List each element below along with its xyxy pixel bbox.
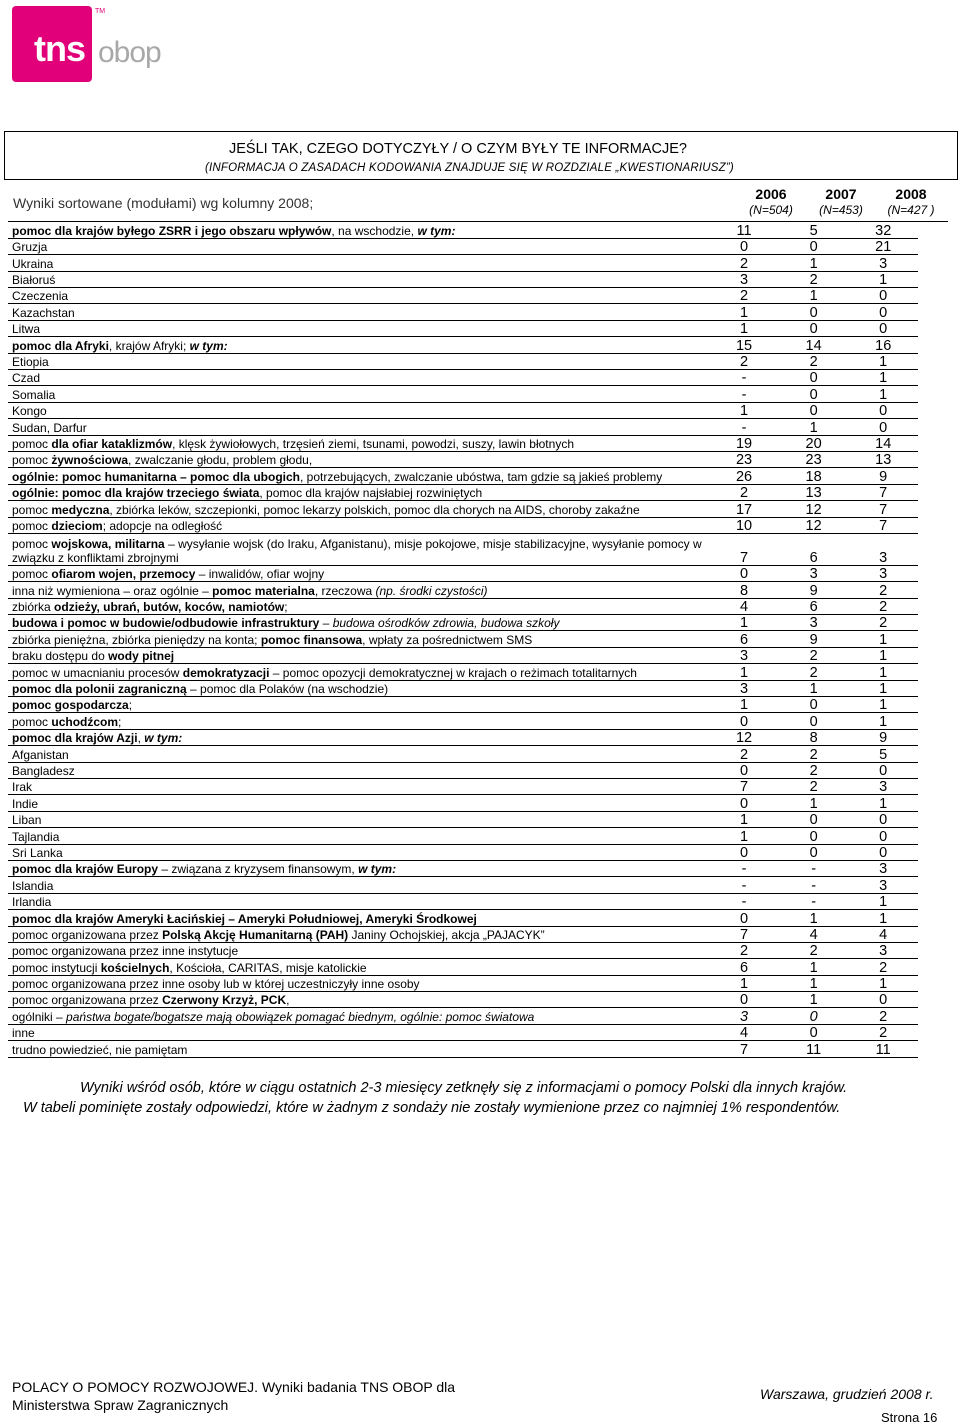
table-row — [8, 288, 918, 304]
year-header-2006: 2006 (N=504) — [749, 186, 793, 217]
cell-2007: 1 — [779, 992, 849, 1008]
cell-2008: 1 — [848, 893, 918, 909]
row-label: Bangladesz — [8, 762, 709, 778]
row-label: Sri Lanka — [8, 844, 709, 860]
cell-2008: 0 — [848, 844, 918, 860]
row-label: pomoc w umacnianiu procesów demokratyzacji – pomoc opozycji demokratycznej w krajach o reżimach totalitarnych — [8, 664, 709, 680]
row-label: pomoc żywnościowa, zwalczanie głodu, problem głodu, — [8, 451, 709, 467]
cell-2006: 4 — [709, 598, 779, 614]
cell-2006: 0 — [709, 713, 779, 729]
cell-2007: 9 — [779, 582, 849, 598]
cell-2008: 0 — [848, 304, 918, 320]
cell-2008: 2 — [848, 615, 918, 631]
row-label: pomoc uchodźcom; — [8, 713, 709, 729]
cell-2006: 1 — [709, 402, 779, 418]
sort-note: Wyniki sortowane (modułami) wg kolumny 2008; — [13, 195, 314, 211]
table-row — [8, 533, 918, 565]
cell-2006: 7 — [709, 926, 779, 942]
cell-2007: 0 — [779, 1024, 849, 1040]
cell-2007: 3 — [779, 565, 849, 581]
row-label: pomoc wojskowa, militarna – wysyłanie wojsk (do Iraku, Afganistanu), misje pokojowe, misje stabilizacyjne, wysyłanie pomocy w związku z konfliktami zbrojnymi — [8, 533, 709, 565]
row-label: Irlandia — [8, 893, 709, 909]
cell-2006: 1 — [709, 697, 779, 713]
cell-2007: 0 — [779, 811, 849, 827]
row-label: inne — [8, 1024, 709, 1040]
question-title: JEŚLI TAK, CZEGO DOTYCZYŁY / O CZYM BYŁY TE INFORMACJE? — [229, 141, 687, 157]
table-row — [8, 222, 918, 238]
cell-2007: 0 — [779, 320, 849, 336]
year-header-2008: 2008 (N=427 ) — [887, 186, 935, 217]
cell-2008: 9 — [848, 468, 918, 484]
cell-2008: 0 — [848, 320, 918, 336]
table-row — [8, 501, 918, 517]
table-row — [8, 402, 918, 418]
cell-2007: 9 — [779, 631, 849, 647]
cell-2006: 2 — [709, 255, 779, 271]
cell-2008: 0 — [848, 402, 918, 418]
cell-2008: 1 — [848, 975, 918, 991]
cell-2008: 3 — [848, 779, 918, 795]
row-label: pomoc dla Afryki, krajów Afryki; w tym: — [8, 337, 709, 353]
table-row — [8, 271, 918, 287]
table-row — [8, 238, 918, 254]
cell-2006: 6 — [709, 631, 779, 647]
row-label: pomoc instytucji kościelnych, Kościoła, CARITAS, misje katolickie — [8, 959, 709, 975]
cell-2008: 0 — [848, 288, 918, 304]
cell-2008: 0 — [848, 992, 918, 1008]
cell-2008: 13 — [848, 451, 918, 467]
footer-report-title — [12, 1378, 455, 1414]
cell-2008: 0 — [848, 762, 918, 778]
table-row — [8, 992, 918, 1008]
cell-2007: 12 — [779, 517, 849, 533]
cell-2006: 0 — [709, 844, 779, 860]
table-row — [8, 1008, 918, 1024]
table-row — [8, 582, 918, 598]
table-row — [8, 615, 918, 631]
row-label: Somalia — [8, 386, 709, 402]
cell-2007: 20 — [779, 435, 849, 451]
table-row — [8, 942, 918, 958]
cell-2008: 4 — [848, 926, 918, 942]
cell-2006: 1 — [709, 304, 779, 320]
cell-2006: 1 — [709, 664, 779, 680]
table-row — [8, 844, 918, 860]
table-row — [8, 877, 918, 893]
cell-2008: 1 — [848, 680, 918, 696]
row-label: pomoc dla ofiar kataklizmów, klęsk żywiołowych, trzęsień ziemi, tsunami, powodzi, suszy, lawin błotnych — [8, 435, 709, 451]
table-row — [8, 828, 918, 844]
row-label: Litwa — [8, 320, 709, 336]
cell-2008: 1 — [848, 697, 918, 713]
row-label: Białoruś — [8, 271, 709, 287]
row-label: pomoc organizowana przez inne instytucje — [8, 942, 709, 958]
table-row — [8, 762, 918, 778]
tns-obop-logo — [12, 6, 172, 84]
footer-title-line1: POLACY O POMOCY ROZWOJOWEJ. Wyniki badania TNS OBOP dla — [12, 1379, 456, 1395]
cell-2007: 4 — [779, 926, 849, 942]
row-label: Sudan, Darfur — [8, 419, 709, 435]
cell-2008: 3 — [848, 860, 918, 876]
cell-2006: 1 — [709, 615, 779, 631]
cell-2008: 7 — [848, 501, 918, 517]
cell-2006: 0 — [709, 992, 779, 1008]
row-label: pomoc organizowana przez Polską Akcję Humanitarną (PAH) Janiny Ochojskiej, akcja „PAJACYK” — [8, 926, 709, 942]
cell-2006: 3 — [709, 271, 779, 287]
row-label: Afganistan — [8, 746, 709, 762]
cell-2006: 0 — [709, 910, 779, 926]
cell-2008: 0 — [848, 811, 918, 827]
table-row — [8, 746, 918, 762]
table-row — [8, 419, 918, 435]
row-label: braku dostępu do wody pitnej — [8, 647, 709, 663]
cell-2006: - — [709, 893, 779, 909]
cell-2007: 2 — [779, 746, 849, 762]
table-row — [8, 811, 918, 827]
year-header-2007: 2007 (N=453) — [819, 186, 863, 217]
cell-2006: 7 — [709, 533, 779, 565]
footnote-omitted: W tabeli pominięte zostały odpowiedzi, które w żadnym z sondaży nie zostały wymienione przez co najmniej 1% respondentów. — [23, 1100, 841, 1116]
row-label: Irak — [8, 779, 709, 795]
cell-2007: 0 — [779, 370, 849, 386]
cell-2007: - — [779, 877, 849, 893]
cell-2006: 2 — [709, 942, 779, 958]
cell-2008: 7 — [848, 517, 918, 533]
cell-2008: 9 — [848, 729, 918, 745]
cell-2006: 0 — [709, 762, 779, 778]
row-label: pomoc dla polonii zagraniczną – pomoc dla Polaków (na wschodzie) — [8, 680, 709, 696]
cell-2007: 1 — [779, 975, 849, 991]
table-row — [8, 664, 918, 680]
cell-2007: 11 — [779, 1041, 849, 1057]
cell-2008: 1 — [848, 271, 918, 287]
cell-2006: 0 — [709, 795, 779, 811]
cell-2006: 2 — [709, 353, 779, 369]
row-label: pomoc ofiarom wojen, przemocy – inwalidów, ofiar wojny — [8, 565, 709, 581]
cell-2006: 19 — [709, 435, 779, 451]
cell-2007: 1 — [779, 795, 849, 811]
cell-2007: 2 — [779, 762, 849, 778]
logo-trademark: TM — [95, 8, 106, 15]
table-row — [8, 484, 918, 500]
cell-2006: 7 — [709, 779, 779, 795]
table-row — [8, 1024, 918, 1040]
cell-2007: 0 — [779, 402, 849, 418]
table-row — [8, 1041, 918, 1057]
cell-2007: 23 — [779, 451, 849, 467]
table-row — [8, 893, 918, 909]
cell-2008: 32 — [848, 222, 918, 238]
row-label: Kazachstan — [8, 304, 709, 320]
cell-2007: 2 — [779, 271, 849, 287]
cell-2006: 6 — [709, 959, 779, 975]
cell-2006: - — [709, 877, 779, 893]
cell-2008: 1 — [848, 713, 918, 729]
cell-2006: 11 — [709, 222, 779, 238]
cell-2008: 14 — [848, 435, 918, 451]
cell-2007: 6 — [779, 598, 849, 614]
cell-2007: 1 — [779, 680, 849, 696]
table-row — [8, 451, 918, 467]
row-label: pomoc dzieciom; adopcje na odległość — [8, 517, 709, 533]
row-label: pomoc dla krajów Europy – związana z kryzysem finansowym, w tym: — [8, 860, 709, 876]
cell-2008: 3 — [848, 942, 918, 958]
cell-2006: - — [709, 419, 779, 435]
table-row — [8, 975, 918, 991]
cell-2008: 1 — [848, 795, 918, 811]
row-label: pomoc dla krajów Ameryki Łacińskiej – Ameryki Południowej, Ameryki Środkowej — [8, 910, 709, 926]
cell-2008: 1 — [848, 910, 918, 926]
cell-2007: 0 — [779, 304, 849, 320]
cell-2007: 13 — [779, 484, 849, 500]
cell-2008: 1 — [848, 647, 918, 663]
cell-2007: 3 — [779, 615, 849, 631]
cell-2008: 1 — [848, 631, 918, 647]
row-label: Indie — [8, 795, 709, 811]
table-row — [8, 860, 918, 876]
table-row — [8, 910, 918, 926]
footnote-sample: Wyniki wśród osób, które w ciągu ostatnich 2-3 miesięcy zetknęły się z informacjami o pomocy Polski dla innych krajów. — [80, 1080, 848, 1096]
cell-2008: 21 — [848, 238, 918, 254]
cell-2006: - — [709, 370, 779, 386]
cell-2007: 2 — [779, 647, 849, 663]
cell-2008: 2 — [848, 598, 918, 614]
cell-2007: 0 — [779, 697, 849, 713]
row-label: Kongo — [8, 402, 709, 418]
cell-2007: 12 — [779, 501, 849, 517]
row-label: ogólnie: pomoc humanitarna – pomoc dla ubogich, potrzebujących, zwalczanie ubóstwa, tam gdzie są jakieś problemy — [8, 468, 709, 484]
cell-2006: 2 — [709, 746, 779, 762]
table-row — [8, 435, 918, 451]
row-label: Czad — [8, 370, 709, 386]
cell-2006: 1 — [709, 320, 779, 336]
cell-2006: 4 — [709, 1024, 779, 1040]
table-row — [8, 926, 918, 942]
cell-2007: 5 — [779, 222, 849, 238]
cell-2007: 2 — [779, 664, 849, 680]
table-row — [8, 598, 918, 614]
footer-title-line2: Ministerstwa Spraw Zagranicznych — [12, 1397, 229, 1413]
cell-2007: 1 — [779, 255, 849, 271]
cell-2006: 2 — [709, 484, 779, 500]
cell-2007: 0 — [779, 713, 849, 729]
cell-2008: 1 — [848, 664, 918, 680]
table-row — [8, 565, 918, 581]
logo-obop-text: obop — [98, 36, 161, 69]
table-row — [8, 697, 918, 713]
cell-2008: 3 — [848, 533, 918, 565]
cell-2006: 3 — [709, 680, 779, 696]
cell-2006: 10 — [709, 517, 779, 533]
cell-2008: 3 — [848, 565, 918, 581]
row-label: pomoc gospodarcza; — [8, 697, 709, 713]
cell-2006: 12 — [709, 729, 779, 745]
row-label: inna niż wymieniona – oraz ogólnie – pomoc materialna, rzeczowa (np. środki czystości) — [8, 582, 709, 598]
cell-2008: 1 — [848, 386, 918, 402]
row-label: Czeczenia — [8, 288, 709, 304]
cell-2007: 1 — [779, 959, 849, 975]
row-label: pomoc organizowana przez Czerwony Krzyż, PCK, — [8, 992, 709, 1008]
cell-2008: 1 — [848, 370, 918, 386]
row-label: ogólniki – państwa bogate/bogatsze mają obowiązek pomagać biednym, ogólnie: pomoc światowa — [8, 1008, 709, 1024]
cell-2008: 11 — [848, 1041, 918, 1057]
table-row — [8, 304, 918, 320]
row-label: zbiórka pieniężna, zbiórka pieniędzy na konta; pomoc finansowa, wpłaty za pośrednictwem SMS — [8, 631, 709, 647]
table-row — [8, 631, 918, 647]
cell-2006: 1 — [709, 811, 779, 827]
cell-2008: 3 — [848, 877, 918, 893]
cell-2007: 1 — [779, 419, 849, 435]
table-row — [8, 680, 918, 696]
table-row — [8, 320, 918, 336]
cell-2007: 6 — [779, 533, 849, 565]
cell-2006: 8 — [709, 582, 779, 598]
row-label: trudno powiedzieć, nie pamiętam — [8, 1041, 709, 1057]
cell-2007: 0 — [779, 828, 849, 844]
results-table — [8, 222, 918, 1058]
cell-2007: - — [779, 893, 849, 909]
cell-2008: 2 — [848, 1024, 918, 1040]
cell-2007: 18 — [779, 468, 849, 484]
table-row — [8, 713, 918, 729]
page-number: Strona 16 — [881, 1410, 938, 1425]
cell-2008: 2 — [848, 959, 918, 975]
table-row — [8, 729, 918, 745]
cell-2008: 16 — [848, 337, 918, 353]
row-label: zbiórka odzieży, ubrań, butów, koców, namiotów; — [8, 598, 709, 614]
row-label: budowa i pomoc w budowie/odbudowie infrastruktury – budowa ośrodków zdrowia, budowa szkoły — [8, 615, 709, 631]
cell-2006: 3 — [709, 647, 779, 663]
cell-2008: 5 — [848, 746, 918, 762]
cell-2008: 2 — [848, 1008, 918, 1024]
row-label: Etiopia — [8, 353, 709, 369]
cell-2007: 1 — [779, 910, 849, 926]
cell-2006: 3 — [709, 1008, 779, 1024]
row-label: Ukraina — [8, 255, 709, 271]
table-row — [8, 353, 918, 369]
table-row — [8, 517, 918, 533]
cell-2006: - — [709, 386, 779, 402]
row-label: ogólnie: pomoc dla krajów trzeciego świata, pomoc dla krajów najsłabiej rozwiniętych — [8, 484, 709, 500]
table-row — [8, 386, 918, 402]
cell-2008: 0 — [848, 828, 918, 844]
cell-2006: 15 — [709, 337, 779, 353]
logo-tns-text: tns — [34, 28, 85, 69]
table-row — [8, 647, 918, 663]
cell-2007: 1 — [779, 288, 849, 304]
cell-2006: 2 — [709, 288, 779, 304]
cell-2007: - — [779, 860, 849, 876]
table-row — [8, 370, 918, 386]
cell-2007: 0 — [779, 238, 849, 254]
cell-2008: 1 — [848, 353, 918, 369]
cell-2006: 0 — [709, 565, 779, 581]
table-row — [8, 795, 918, 811]
cell-2007: 2 — [779, 353, 849, 369]
cell-2006: 7 — [709, 1041, 779, 1057]
cell-2007: 0 — [779, 844, 849, 860]
cell-2006: 26 — [709, 468, 779, 484]
row-label: Islandia — [8, 877, 709, 893]
cell-2007: 0 — [779, 1008, 849, 1024]
table-row — [8, 337, 918, 353]
row-label: pomoc organizowana przez inne osoby lub w której uczestniczyły inne osoby — [8, 975, 709, 991]
cell-2006: 1 — [709, 828, 779, 844]
row-label: pomoc dla krajów Azji, w tym: — [8, 729, 709, 745]
row-label: pomoc dla krajów byłego ZSRR i jego obszaru wpływów, na wschodzie, w tym: — [8, 222, 709, 238]
cell-2006: 23 — [709, 451, 779, 467]
cell-2006: 0 — [709, 238, 779, 254]
cell-2007: 2 — [779, 942, 849, 958]
table-row — [8, 779, 918, 795]
cell-2007: 14 — [779, 337, 849, 353]
row-label: pomoc medyczna, zbiórka leków, szczepionki, pomoc lekarzy polskich, pomoc dla chorych na AIDS, choroby zakaźne — [8, 501, 709, 517]
cell-2008: 2 — [848, 582, 918, 598]
cell-2006: 1 — [709, 975, 779, 991]
row-label: Gruzja — [8, 238, 709, 254]
footer-date: Warszawa, grudzień 2008 r. — [760, 1386, 934, 1402]
question-subtitle: (INFORMACJA O ZASADACH KODOWANIA ZNAJDUJE SIĘ W ROZDZIALE „KWESTIONARIUSZ”) — [205, 162, 734, 174]
cell-2007: 0 — [779, 386, 849, 402]
table-row — [8, 959, 918, 975]
table-row — [8, 468, 918, 484]
cell-2008: 7 — [848, 484, 918, 500]
row-label: Tajlandia — [8, 828, 709, 844]
cell-2008: 0 — [848, 419, 918, 435]
cell-2006: - — [709, 860, 779, 876]
cell-2006: 17 — [709, 501, 779, 517]
cell-2008: 3 — [848, 255, 918, 271]
cell-2007: 8 — [779, 729, 849, 745]
table-row — [8, 255, 918, 271]
row-label: Liban — [8, 811, 709, 827]
cell-2007: 2 — [779, 779, 849, 795]
